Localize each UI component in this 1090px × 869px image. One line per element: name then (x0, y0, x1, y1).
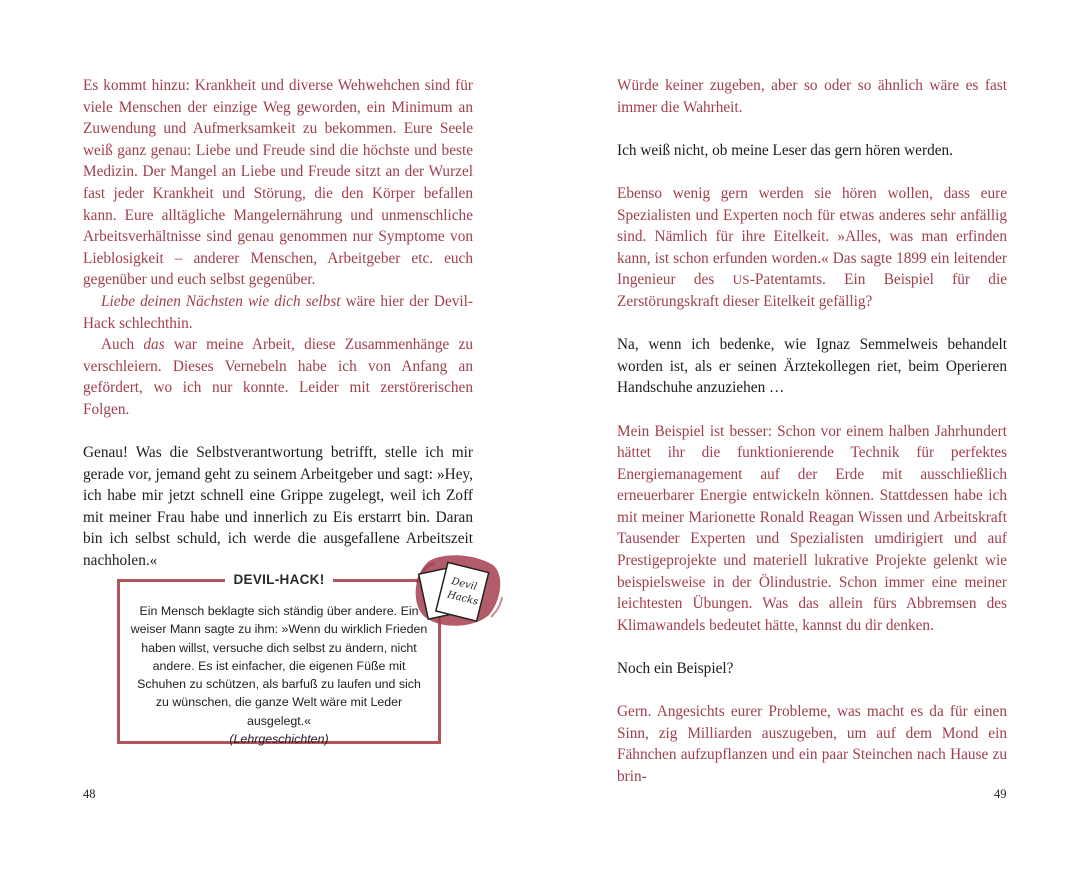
page-number-right: 49 (994, 787, 1007, 801)
right-text-column (617, 75, 1007, 788)
quote-love-neighbor: Liebe deinen Nächsten wie dich selbst (101, 292, 341, 310)
paragraph-energy: Mein Beispiel ist besser: Schon vor einem halben Jahrhundert hättet ihr die funktionierende Technik für perfektes Energiemanagement auf der Erde mit ausschließlich erneuerbarer Energie entwickeln können. Stattdessen habe ich mit meiner Marionette Ronald Reagan Wissen und Arbeitskraft Tausender Experten und Spezialisten umdirigiert und auf Prestigeprojekte und materiell lukrative Projekte gelenkt wie beispielsweise in der Ölindustrie. Schon immer eine meiner leichtesten Übungen. Was das allein fürs Abbremsen des Klimawandels bedeutet hätte, kannst du dir denken. (617, 422, 1007, 634)
page-number-left: 48 (83, 787, 96, 801)
paragraph-vanity: Ebenso wenig gern werden sie hören wollen, dass eure Spezialisten und Experten noch für etwas anderes sehr anfällig sind. Nämlich für ihre Eitelkeit. »Alles, was man erfinden kann, ist schon erfunden worden.« Das sagte 1899 ein leitender Ingenieur des US-Patentamts. Ein Beispiel für die Zerstörungskraft dieser Eitelkeit gefällig? (617, 184, 1007, 310)
devil-hack-text: Ein Mensch beklagte sich ständig über andere. Ein weiser Mann sagte zu ihm: »Wenn du wirklich Frieden haben willst, versuche dich selbst zu ändern, nicht andere. Es ist einfacher, die eigenen Füße mit Schuhen zu schützen, als barfuß zu laufen und sich zu wünschen, die ganze Welt wäre mit Leder ausgelegt.« (Lehrgeschichten) (130, 602, 428, 748)
devil-hacks-stamp-icon (407, 553, 503, 629)
paragraph-my-work: Auch das war meine Arbeit, diese Zusammenhänge zu verschleiern. Dieses Vernebeln habe ich von Anfang an gefördert, wo ich nur konnte. Leider mit zerstörerischen Folgen. (83, 336, 473, 418)
paragraph-readers: Ich weiß nicht, ob meine Leser das gern hören werden. (617, 141, 953, 159)
svg-text:Devil: Devil (450, 576, 479, 593)
paragraph-love-neighbor: Liebe deinen Nächsten wie dich selbst wäre hier der Devil-Hack schlechthin. (83, 292, 473, 332)
left-text-column (83, 75, 473, 572)
svg-text:Hacks: Hacks (446, 589, 480, 608)
devil-hack-box (117, 572, 441, 747)
paragraph-illness: Es kommt hinzu: Krankheit und diverse Wehwehchen sind für viele Menschen der einzige Weg geworden, ein Minimum an Zuwendung und Aufmerksamkeit zu bekommen. Eure Seele weiß ganz genau: Liebe und Freude sind die höchste und beste Medizin. Der Mangel an Liebe und Freude sitzt an der Wurzel fast jeder Krankheit und Störung, die den Körper befallen kann. Eure alltägliche Mangelernährung und unmenschliche Arbeitsverhältnisse sind genau genommen nur Symptome von Lieblosigkeit – anderer Menschen, Arbeitgeber etc. euch gegenüber und euch selbst gegenüber. (83, 77, 473, 289)
devil-hack-source: (Lehrgeschichten) (229, 732, 329, 747)
paragraph-truth: Würde keiner zugeben, aber so oder so ähnlich wäre es fast immer die Wahrheit. (617, 77, 1007, 116)
paragraph-another-example: Noch ein Beispiel? (617, 660, 734, 678)
right-page (545, 0, 1090, 869)
paragraph-self-responsibility: Genau! Was die Selbstverantwortung betrifft, stelle ich mir gerade vor, jemand geht zu seinem Arbeitgeber und sagt: »Hey, ich habe mir jetzt schnell eine Grippe zugelegt, weil ich Zoff mit meiner Frau habe und innerlich zu Eis erstarrt bin. Daran bin ich selbst schuld, ich werde die ausgefallene Arbeitszeit nachholen.« (83, 444, 473, 570)
paragraph-moon: Gern. Angesichts eurer Probleme, was macht es da für einen Sinn, zig Milliarden auszugeben, um auf dem Mond ein Fähnchen aufzupflanzen und ein paar Steinchen nach Hause zu brin- (617, 703, 1007, 785)
paragraph-semmelweis: Na, wenn ich bedenke, wie Ignaz Semmelweis behandelt worden ist, als er seinen Ärztekollegen riet, beim Operieren Handschuhe anzuziehen … (617, 336, 1007, 397)
devil-hack-title: DEVIL-HACK! (120, 571, 438, 589)
